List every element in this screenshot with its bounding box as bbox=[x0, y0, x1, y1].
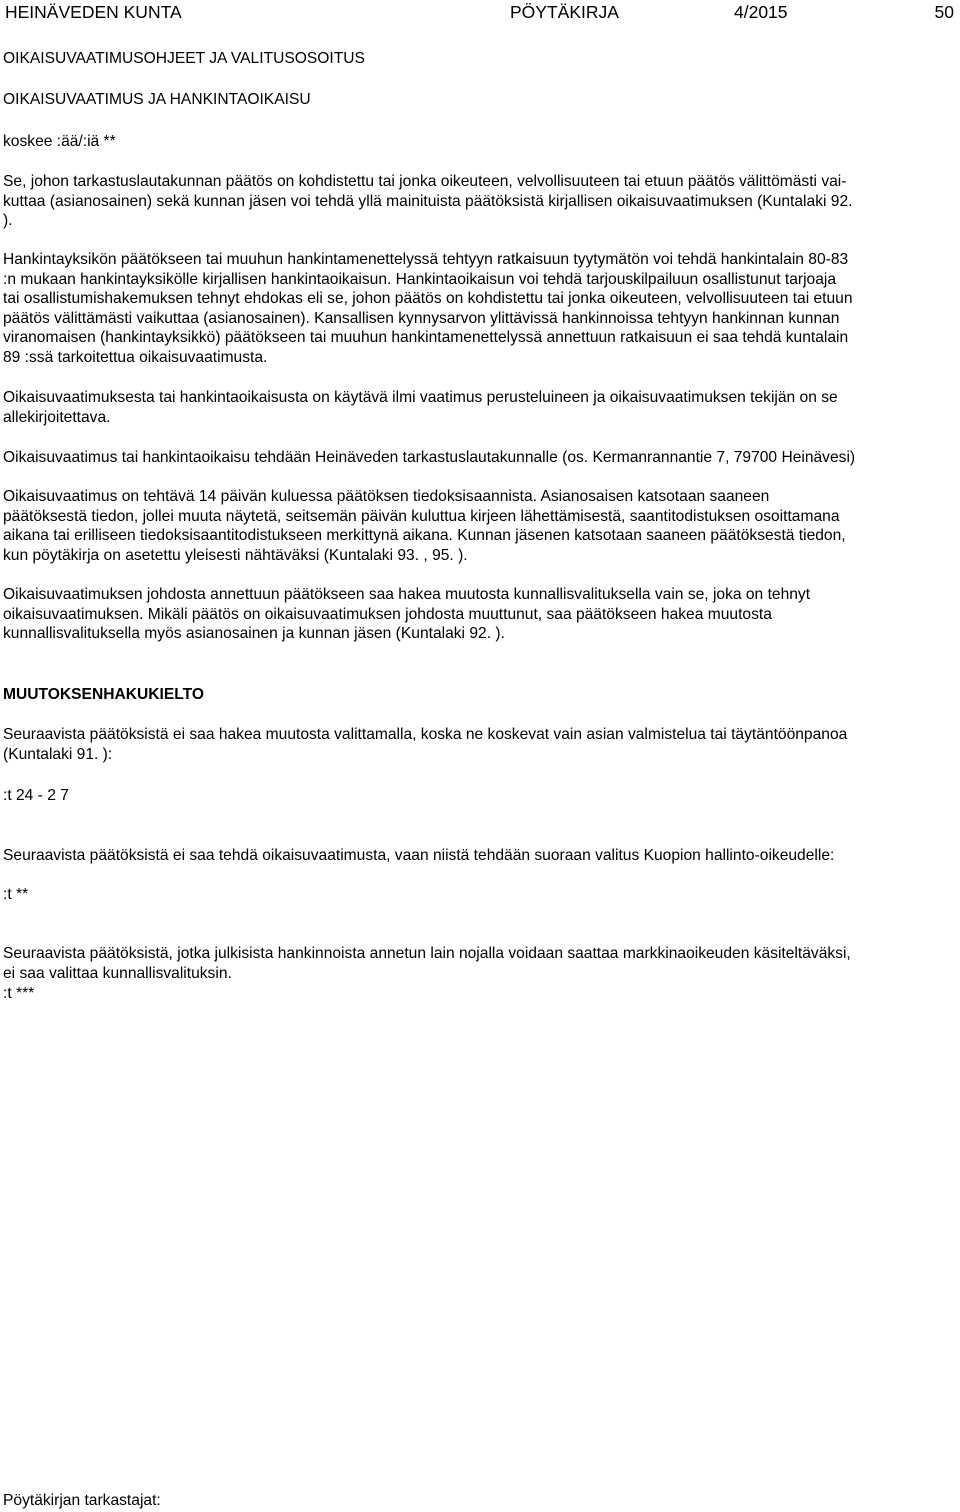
text-line: Oikaisuvaatimuksesta tai hankintaoikaisusta on käytävä ilmi vaatimus perusteluineen ja oikaisuvaatimuksen tekijän on se bbox=[3, 389, 838, 406]
paragraph-municipal-appeal bbox=[3, 585, 955, 644]
organization-name: HEINÄVEDEN KUNTA bbox=[5, 2, 182, 22]
paragraph-direct-appeal: Seuraavista päätöksistä ei saa tehdä oikaisuvaatimusta, vaan niistä tehdään suoraan valitus Kuopion hallinto-oikeudelle: bbox=[3, 847, 835, 864]
paragraph-procurement bbox=[3, 250, 955, 368]
text-line: oikaisuvaatimuksen. Mikäli päätös on oikaisuvaatimuksen johdosta muuttunut, saa päätökseen hakea muutosta bbox=[3, 605, 772, 623]
paragraph-appeal-right bbox=[3, 172, 955, 231]
text-line: allekirjoitettava. bbox=[3, 408, 111, 426]
text-line: viranomaisen (hankintayksikkö) päätökseen tai muuhun hankintamenettelyssä annettuun ratkaisuun ei saa tehdä kuntalain bbox=[3, 329, 849, 347]
text-line: kuttaa (asianosainen) sekä kunnan jäsen voi tehdä yllä mainituista päätöksistä kirjallisen oikaisuvaatimuksen (Kuntalaki 92. bbox=[3, 192, 853, 210]
inspectors-label: Pöytäkirjan tarkastajat: bbox=[3, 1492, 161, 1509]
text-line: :n mukaan hankintayksikölle kirjallisen hankintaoikaisun. Hankintaoikaisun voi tehdä tarjouskilpailuun osallistunut tarjoaja bbox=[3, 270, 837, 288]
text-line: Se, johon tarkastuslautakunnan päätös on kohdistettu tai jonka oikeuteen, velvollisuuteen tai etuun päätös välittömästi vai- bbox=[3, 173, 847, 190]
text-line: tai osallistumishakemuksen tehnyt ehdokas eli se, johon päätös on kohdistettu tai jonka oikeuteen, velvollisuuteen tai etuun bbox=[3, 290, 853, 308]
paragraph-market-court bbox=[3, 944, 955, 983]
paragraph-requirements bbox=[3, 388, 955, 427]
text-line: 89 :ssä tarkoitettua oikaisuvaatimusta. bbox=[3, 348, 268, 366]
text-line: (Kuntalaki 91. ): bbox=[3, 745, 113, 763]
document-title: OIKAISUVAATIMUSOHJEET JA VALITUSOSOITUS bbox=[3, 50, 365, 67]
text-line: kun pöytäkirja on asetettu yleisesti nähtäväksi (Kuntalaki 93. , 95. ). bbox=[3, 546, 468, 564]
sections-list-3: :t *** bbox=[3, 985, 35, 1002]
sections-list-1: :t 24 - 2 7 bbox=[3, 787, 69, 804]
page-header bbox=[2, 1, 958, 23]
text-line: Oikaisuvaatimuksen johdosta annettuun päätökseen saa hakea muutosta kunnallisvalituksella vain se, joka on tehnyt bbox=[3, 586, 811, 603]
document-type: PÖYTÄKIRJA bbox=[510, 2, 619, 22]
paragraph-address: Oikaisuvaatimus tai hankintaoikaisu tehdään Heinäveden tarkastuslautakunnalle (os. Kermanrannantie 7, 79700 Heinävesi) bbox=[3, 449, 856, 466]
text-line: Seuraavista päätöksistä, jotka julkisista hankinnoista annetun lain nojalla voidaan saattaa markkinaoikeuden käsiteltäväksi, bbox=[3, 945, 851, 962]
text-line: ei saa valittaa kunnallisvalituksin. bbox=[3, 964, 232, 982]
text-line: aikana tai erilliseen tiedoksisaantitodistukseen merkittynä aikana. Kunnan jäsenen katsotaan saaneen päätöksestä tiedon, bbox=[3, 527, 846, 545]
paragraph-no-appeal-preparation bbox=[3, 725, 955, 764]
text-line: Oikaisuvaatimus on tehtävä 14 päivän kuluessa päätöksen tiedoksisaannista. Asianosaisen katsotaan saaneen bbox=[3, 488, 770, 505]
text-line: Seuraavista päätöksistä ei saa hakea muutosta valittamalla, koska ne koskevat vain asian valmistelua tai täytäntöönpanoa bbox=[3, 726, 848, 743]
text-line: ). bbox=[3, 212, 13, 230]
section-heading-appeal: OIKAISUVAATIMUS JA HANKINTAOIKAISU bbox=[3, 91, 311, 108]
issue-number: 4/2015 bbox=[734, 2, 788, 22]
paragraph-deadline bbox=[3, 487, 955, 565]
text-line: päätös välittämästi vaikuttaa (asianosainen). Kansallisen kynnysarvon ylittävissä hankinnoissa tehtyyn hankinnan kunnan bbox=[3, 309, 840, 327]
text-line: kunnallisvalituksella myös asianosainen ja kunnan jäsen (Kuntalaki 92. ). bbox=[3, 625, 505, 643]
section-heading-no-appeal: MUUTOKSENHAKUKIELTO bbox=[3, 686, 204, 703]
text-line: päätöksestä tiedon, jollei muuta näytetä, seitsemän päivän kuluttua kirjeen lähettämisestä, saantitodistuksen osoittamana bbox=[3, 507, 840, 525]
page-number: 50 bbox=[934, 2, 954, 22]
text-line: Hankintayksikön päätökseen tai muuhun hankintamenettelyssä tehtyyn ratkaisuun tyytymätön voi tehdä hankintalain 80-83 bbox=[3, 251, 849, 268]
concerns-line: koskee :ää/:iä ** bbox=[3, 133, 116, 150]
sections-list-2: :t ** bbox=[3, 886, 29, 903]
